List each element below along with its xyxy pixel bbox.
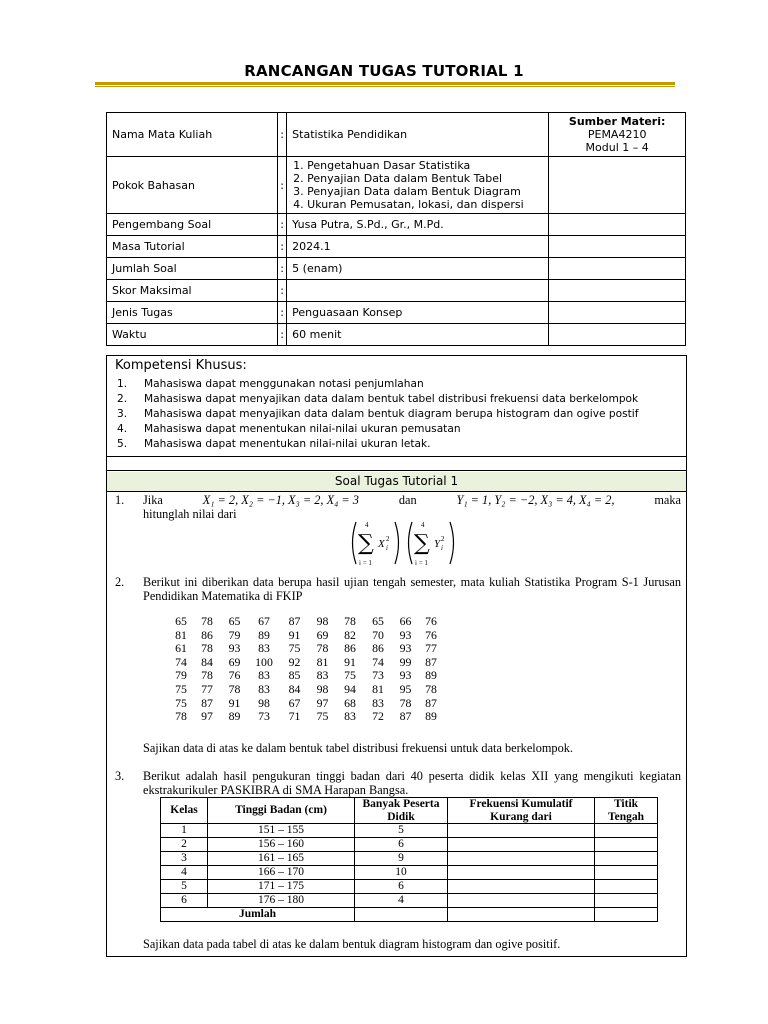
table-cell (595, 824, 658, 838)
empty-cell (549, 214, 686, 236)
info-colon: : (278, 280, 287, 302)
table-cell (595, 880, 658, 894)
data-cell: 83 (258, 681, 270, 696)
soal-heading: Soal Tugas Tutorial 1 (107, 472, 686, 492)
item-number: 5. (117, 438, 128, 450)
divider (107, 470, 686, 471)
data-cell: 78 (399, 695, 412, 710)
table-cell: 3 (161, 852, 208, 866)
data-cell: 78 (201, 614, 213, 628)
table-row (161, 824, 658, 838)
info-value: 5 (enam) (287, 258, 549, 280)
data-cell: 87 (425, 654, 437, 669)
item-number: 2. (117, 393, 128, 405)
data-cell: 93 (399, 641, 412, 656)
data-cell: 85 (288, 668, 301, 683)
table-cell: 9 (355, 852, 448, 866)
info-value: Yusa Putra, S.Pd., Gr., M.Pd. (287, 214, 549, 236)
data-cell: 81 (316, 654, 329, 669)
data-cell: 93 (399, 668, 412, 683)
table-cell (595, 852, 658, 866)
item-number: 1. (117, 378, 128, 390)
item-text: Mahasiswa dapat menentukan nilai-nilai ukuran pemusatan (144, 423, 461, 435)
table-row (161, 880, 658, 894)
info-colon: : (278, 157, 287, 214)
data-cell: 94 (344, 681, 356, 696)
data-cell: 73 (258, 709, 270, 724)
competency-item (117, 377, 638, 392)
info-value: 2024.1 (287, 236, 549, 258)
data-cell: 83 (258, 641, 270, 656)
data-cell: 98 (258, 695, 270, 710)
item-number: 3. (117, 408, 128, 420)
data-cell: 72 (372, 709, 384, 724)
data-cell: 86 (372, 641, 384, 656)
data-cell: 75 (344, 668, 356, 683)
data-cell: 75 (316, 709, 329, 724)
instruction-text: Sajikan data di atas ke dalam bentuk tabel distribusi frekuensi untuk data berkelompok. (143, 741, 573, 755)
instruction-text: Sajikan data pada tabel di atas ke dalam bentuk diagram histogram dan ogive positif. (143, 937, 561, 951)
table-cell: 5 (355, 824, 448, 838)
sum-upper: 4 (365, 521, 369, 529)
data-cell: 89 (228, 709, 241, 724)
data-cell: 87 (425, 695, 437, 710)
empty-cell (549, 157, 686, 214)
empty-cell (549, 236, 686, 258)
question-line: hitunglah nilai dari (143, 507, 237, 521)
data-cell: 78 (344, 614, 356, 628)
data-cell: 98 (316, 681, 329, 696)
info-value: Statistika Pendidikan (287, 113, 549, 157)
competency-list (117, 377, 638, 452)
competency-item (117, 422, 638, 437)
divider (107, 456, 686, 457)
table-cell (595, 894, 658, 908)
competency-item (117, 407, 638, 422)
data-cell: 100 (255, 654, 273, 669)
data-cell: 75 (175, 681, 187, 696)
data-cell: 81 (372, 681, 384, 696)
empty-cell (549, 302, 686, 324)
data-cell: 83 (316, 668, 329, 683)
item-text: Mahasiswa dapat menentukan nilai-nilai ukuran letak. (144, 438, 431, 450)
data-cell: 89 (258, 627, 270, 642)
height-frequency-table (160, 797, 658, 922)
x-values: X₁ = 2, X₂ = −1, X₃ = 2, X₄ = 3 (202, 493, 359, 507)
data-cell: 87 (288, 614, 301, 628)
source-module: Modul 1 – 4 (585, 141, 649, 154)
data-cell: 78 (316, 641, 329, 656)
source-cell (549, 113, 686, 157)
data-cell: 91 (228, 695, 241, 710)
table-cell: 4 (355, 894, 448, 908)
data-cell: 97 (316, 695, 329, 710)
question-1 (115, 493, 681, 521)
item-text: Mahasiswa dapat menggunakan notasi penjumlahan (144, 378, 424, 390)
sum-upper: 4 (421, 521, 425, 529)
table-row (161, 838, 658, 852)
data-cell: 77 (201, 681, 213, 696)
data-cell: 83 (344, 709, 356, 724)
question-2-instruction (115, 741, 681, 755)
data-cell: 89 (425, 668, 437, 683)
data-cell: 87 (201, 695, 213, 710)
data-cell: 65 (228, 614, 241, 628)
right-paren (395, 522, 399, 564)
info-colon: : (278, 258, 287, 280)
right-paren (450, 522, 454, 564)
question-text (143, 493, 681, 521)
question-number: 2. (115, 575, 125, 589)
data-cell: 67 (288, 695, 301, 710)
course-info-table (106, 112, 686, 346)
subscript: i (386, 544, 388, 552)
info-label: Pengembang Soal (107, 214, 278, 236)
data-cell: 92 (288, 654, 301, 669)
data-cell: 78 (228, 681, 241, 696)
data-cell: 78 (201, 641, 213, 656)
question-text: Berikut ini diberikan data berupa hasil ujian tengah semester, mata kuliah Statistika Program S-1 Jurusan Pendidikan Matematika di FKIP (143, 575, 681, 603)
word-jika: Jika (143, 493, 163, 507)
source-code: PEMA4210 (587, 128, 647, 141)
data-cell: 79 (175, 668, 187, 683)
data-row (169, 629, 443, 643)
data-cell: 83 (372, 695, 384, 710)
table-cell: 2 (161, 838, 208, 852)
data-cell: 93 (228, 641, 241, 656)
table-cell: 4 (161, 866, 208, 880)
info-value: 60 menit (287, 324, 549, 346)
table-cell (448, 824, 595, 838)
item-text: Mahasiswa dapat menyajikan data dalam bentuk diagram berupa histogram dan ogive postif (144, 408, 639, 420)
col-header: Banyak Peserta Didik (355, 798, 448, 824)
question-number: 3. (115, 769, 125, 783)
data-cell: 65 (175, 614, 187, 628)
term-y: Y (434, 538, 441, 550)
table-cell: 156 – 160 (208, 838, 355, 852)
info-label: Waktu (107, 324, 278, 346)
data-cell: 75 (288, 641, 301, 656)
data-row (169, 656, 443, 670)
question-3-instruction (115, 937, 681, 951)
table-cell: 171 – 175 (208, 880, 355, 894)
word-maka: maka (654, 493, 681, 507)
table-cell: 6 (355, 838, 448, 852)
col-header: Kelas (161, 798, 208, 824)
score-data-table (169, 615, 443, 724)
question-2 (115, 575, 681, 603)
info-label: Skor Maksimal (107, 280, 278, 302)
col-header: Tinggi Badan (cm) (208, 798, 355, 824)
sum-lower: i = 1 (415, 559, 428, 567)
data-row (169, 669, 443, 683)
data-cell: 79 (228, 627, 241, 642)
col-header: Frekuensi Kumulatif Kurang dari (448, 798, 595, 824)
term-x: X (378, 538, 385, 550)
data-row (169, 697, 443, 711)
left-paren (353, 522, 357, 564)
data-cell: 76 (425, 627, 437, 642)
topic-item: 4. Ukuran Pemusatan, lokasi, dan dispersi (307, 198, 543, 211)
info-value: Penguasaan Konsep (287, 302, 549, 324)
data-cell: 69 (316, 627, 329, 642)
data-cell: 81 (175, 627, 187, 642)
table-cell: 5 (161, 880, 208, 894)
data-cell: 82 (344, 627, 356, 642)
question-3 (115, 769, 681, 797)
table-cell (595, 908, 658, 922)
data-row (169, 615, 443, 629)
data-cell: 95 (399, 681, 412, 696)
topics-list (292, 159, 543, 211)
table-row (161, 852, 658, 866)
info-value (287, 280, 549, 302)
info-label: Masa Tutorial (107, 236, 278, 258)
competency-item (117, 437, 638, 452)
data-cell: 75 (175, 695, 187, 710)
data-cell: 76 (425, 614, 437, 628)
table-cell (448, 894, 595, 908)
data-cell: 99 (399, 654, 412, 669)
table-cell (355, 908, 448, 922)
table-cell: 10 (355, 866, 448, 880)
data-cell: 86 (201, 627, 213, 642)
y-values: Y₁ = 1, Y₂ = −2, X₃ = 4, X₄ = 2, (456, 493, 615, 507)
data-cell: 86 (344, 641, 356, 656)
data-cell: 74 (372, 654, 384, 669)
item-text: Mahasiswa dapat menyajikan data dalam bentuk tabel distribusi frekuensi data berkelompok (144, 393, 639, 405)
data-cell: 78 (201, 668, 213, 683)
source-heading: Sumber Materi: (568, 115, 666, 128)
data-cell: 89 (425, 709, 437, 724)
topics-cell (287, 157, 549, 214)
table-cell (448, 852, 595, 866)
data-cell: 97 (201, 709, 213, 724)
table-cell: 1 (161, 824, 208, 838)
table-cell: 176 – 180 (208, 894, 355, 908)
page-title: RANCANGAN TUGAS TUTORIAL 1 (244, 62, 524, 80)
data-cell: 73 (372, 668, 384, 683)
table-row (161, 866, 658, 880)
question-text: Berikut adalah hasil pengukuran tinggi badan dari 40 peserta didik kelas XII yang mengikuti kegiatan ekstrakurikuler PASKIBRA di SMA Harapan Bangsa. (143, 769, 681, 797)
table-cell (448, 880, 595, 894)
table-cell (595, 838, 658, 852)
data-cell: 76 (228, 668, 241, 683)
sigma-icon: ∑ (358, 531, 374, 556)
info-colon: : (278, 302, 287, 324)
table-cell: 151 – 155 (208, 824, 355, 838)
info-colon: : (278, 214, 287, 236)
info-label: Pokok Bahasan (107, 157, 278, 214)
data-cell: 87 (399, 709, 412, 724)
table-cell (448, 838, 595, 852)
info-colon: : (278, 236, 287, 258)
data-cell: 71 (288, 709, 301, 724)
table-cell (448, 866, 595, 880)
empty-cell (549, 280, 686, 302)
data-row (169, 683, 443, 697)
table-cell: 166 – 170 (208, 866, 355, 880)
subscript: i (441, 544, 443, 552)
data-cell: 65 (372, 614, 384, 628)
total-row (161, 908, 658, 922)
data-cell: 91 (288, 627, 301, 642)
data-cell: 93 (399, 627, 412, 642)
table-cell: 6 (355, 880, 448, 894)
title-underline (95, 82, 675, 85)
info-label: Nama Mata Kuliah (107, 113, 278, 157)
data-cell: 84 (201, 654, 213, 669)
competency-box (106, 355, 687, 957)
data-cell: 98 (316, 614, 329, 628)
topic-item: 3. Penyajian Data dalam Bentuk Diagram (307, 185, 543, 198)
title-underline-thin (95, 86, 675, 87)
table-cell: 6 (161, 894, 208, 908)
data-row (169, 642, 443, 656)
total-label: Jumlah (161, 908, 355, 922)
topic-item: 1. Pengetahuan Dasar Statistika (307, 159, 543, 172)
data-cell: 83 (258, 668, 270, 683)
table-header-row (161, 798, 658, 824)
competency-item (117, 392, 638, 407)
info-label: Jumlah Soal (107, 258, 278, 280)
topic-item: 2. Penyajian Data dalam Bentuk Tabel (307, 172, 543, 185)
data-cell: 66 (399, 614, 412, 628)
info-colon: : (278, 324, 287, 346)
info-colon: : (278, 113, 287, 157)
empty-cell (549, 324, 686, 346)
data-cell: 84 (288, 681, 301, 696)
table-cell: 161 – 165 (208, 852, 355, 866)
question-line (143, 493, 681, 507)
data-cell: 70 (372, 627, 384, 642)
sum-lower: i = 1 (359, 559, 372, 567)
col-header: Titik Tengah (595, 798, 658, 824)
superscript: 2 (441, 535, 445, 543)
empty-cell (549, 258, 686, 280)
competency-title: Kompetensi Khusus: (115, 358, 247, 373)
data-cell: 68 (344, 695, 356, 710)
table-cell (448, 908, 595, 922)
word-dan: dan (398, 493, 417, 507)
data-cell: 61 (175, 641, 187, 656)
data-cell: 91 (344, 654, 356, 669)
sigma-icon: ∑ (414, 531, 430, 556)
table-cell (595, 866, 658, 880)
data-row (169, 710, 443, 724)
data-cell: 78 (175, 709, 187, 724)
item-number: 4. (117, 423, 128, 435)
data-cell: 67 (258, 614, 270, 628)
data-cell: 74 (175, 654, 187, 669)
data-cell: 78 (425, 681, 437, 696)
question-number: 1. (115, 493, 125, 507)
data-cell: 77 (425, 641, 437, 656)
info-label: Jenis Tugas (107, 302, 278, 324)
summation-formula (348, 518, 468, 568)
data-cell: 69 (228, 654, 241, 669)
table-row (161, 894, 658, 908)
left-paren (409, 522, 413, 564)
superscript: 2 (386, 535, 390, 543)
